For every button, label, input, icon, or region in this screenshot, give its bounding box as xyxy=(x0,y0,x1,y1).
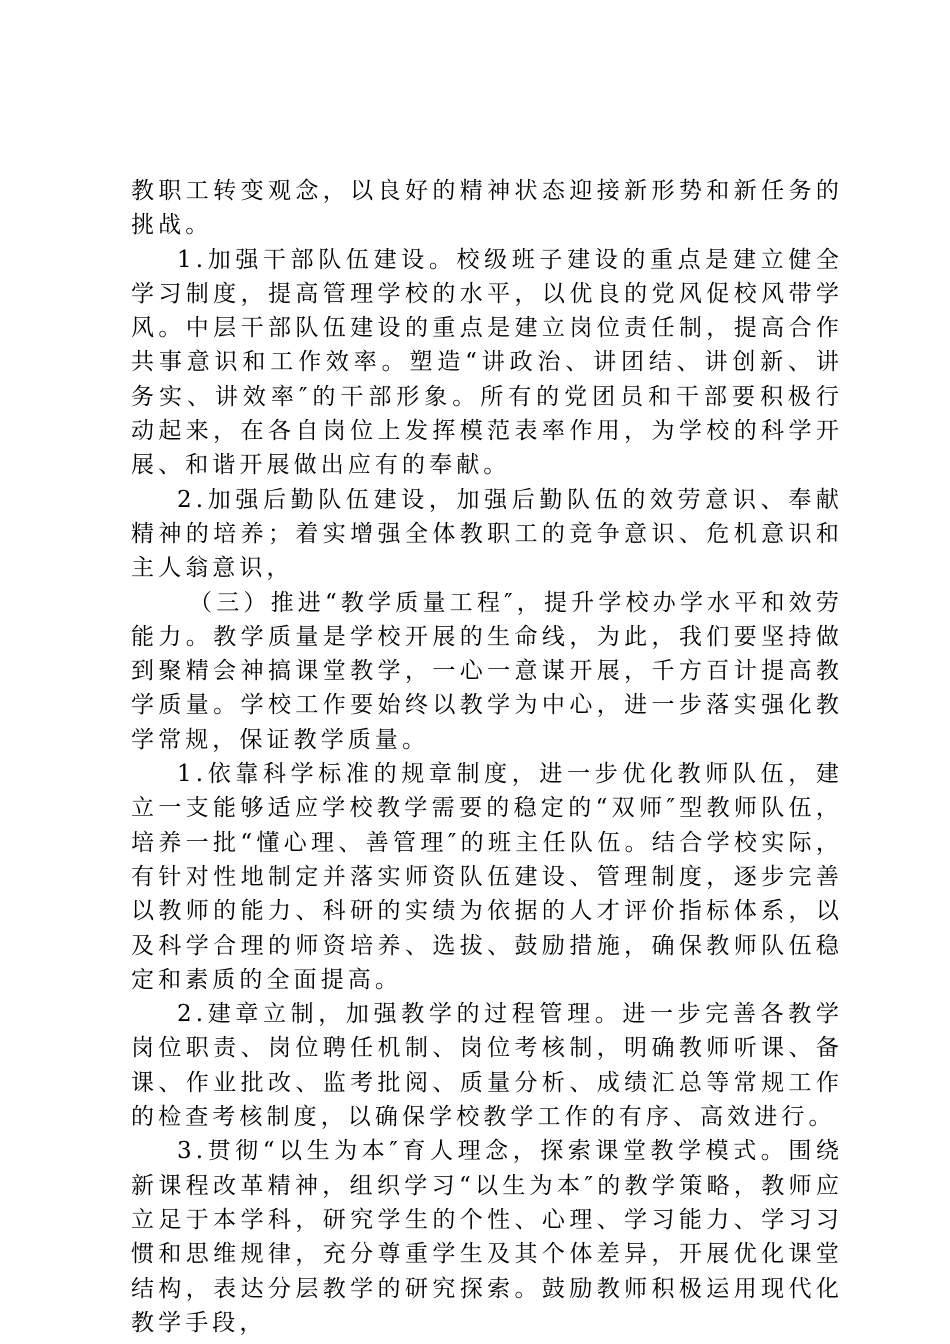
paragraph-cadre-team: 1.加强干部队伍建设。校级班子建设的重点是建立健全学习制度，提高管理学校的水平，以优良的党风促校风带学风。中层干部队伍建设的重点是建立岗位责任制，提高合作共事意识和工作效率。塑造“讲政治、讲团结、讲创新、讲务实、讲效率″的干部形象。所有的党团员和干部要积极行动起来，在各自岗位上发挥模范表率作用，为学校的科学开展、和谐开展做出应有的奉献。 xyxy=(131,246,843,479)
paragraph-student-centered: 3.贯彻“以生为本″育人理念，探索课堂教学模式。围绕新课程改革精神，组织学习“以生为本″的教学策略，教师应立足于本学科，研究学生的个性、心理、学习能力、学习习惯和思维规律，充分尊重学生及其个体差异，开展优化课堂结构，表达分层教学的研究探索。鼓励教师积极运用现代化教学手段， xyxy=(131,1138,843,1336)
paragraph-teaching-quality: （三）推进“教学质量工程″，提升学校办学水平和效劳能力。教学质量是学校开展的生命线，为此，我们要坚持做到聚精会神搞课堂教学，一心一意谋开展，千方百计提高教学质量。学校工作要始终以教学为中心，进一步落实强化教学常规，保证教学质量。 xyxy=(131,589,843,753)
paragraph-process-management: 2.建章立制，加强教学的过程管理。进一步完善各教学岗位职责、岗位聘任机制、岗位考核制，明确教师听课、备课、作业批改、监考批阅、质量分析、成绩汇总等常规工作的检查考核制度，以确保学校教学工作的有序、高效进行。 xyxy=(131,1001,843,1131)
paragraph-logistics-team: 2.加强后勤队伍建设，加强后勤队伍的效劳意识、奉献精神的培养；着实增强全体教职工的竞争意识、危机意识和主人翁意识， xyxy=(131,486,843,582)
document-body xyxy=(131,174,843,1340)
paragraph-continuation: 教职工转变观念，以良好的精神状态迎接新形势和新任务的挑战。 xyxy=(131,178,843,239)
paragraph-teacher-team: 1.依靠科学标准的规章制度，进一步优化教师队伍，建立一支能够适应学校教学需要的稳定的“双师″型教师队伍，培养一批“懂心理、善管理″的班主任队伍。结合学校实际，有针对性地制定并落实师资队伍建设、管理制度，逐步完善以教师的能力、科研的实绩为依据的人才评价指标体系，以及科学合理的师资培养、选拔、鼓励措施，确保教师队伍稳定和素质的全面提高。 xyxy=(131,761,843,993)
